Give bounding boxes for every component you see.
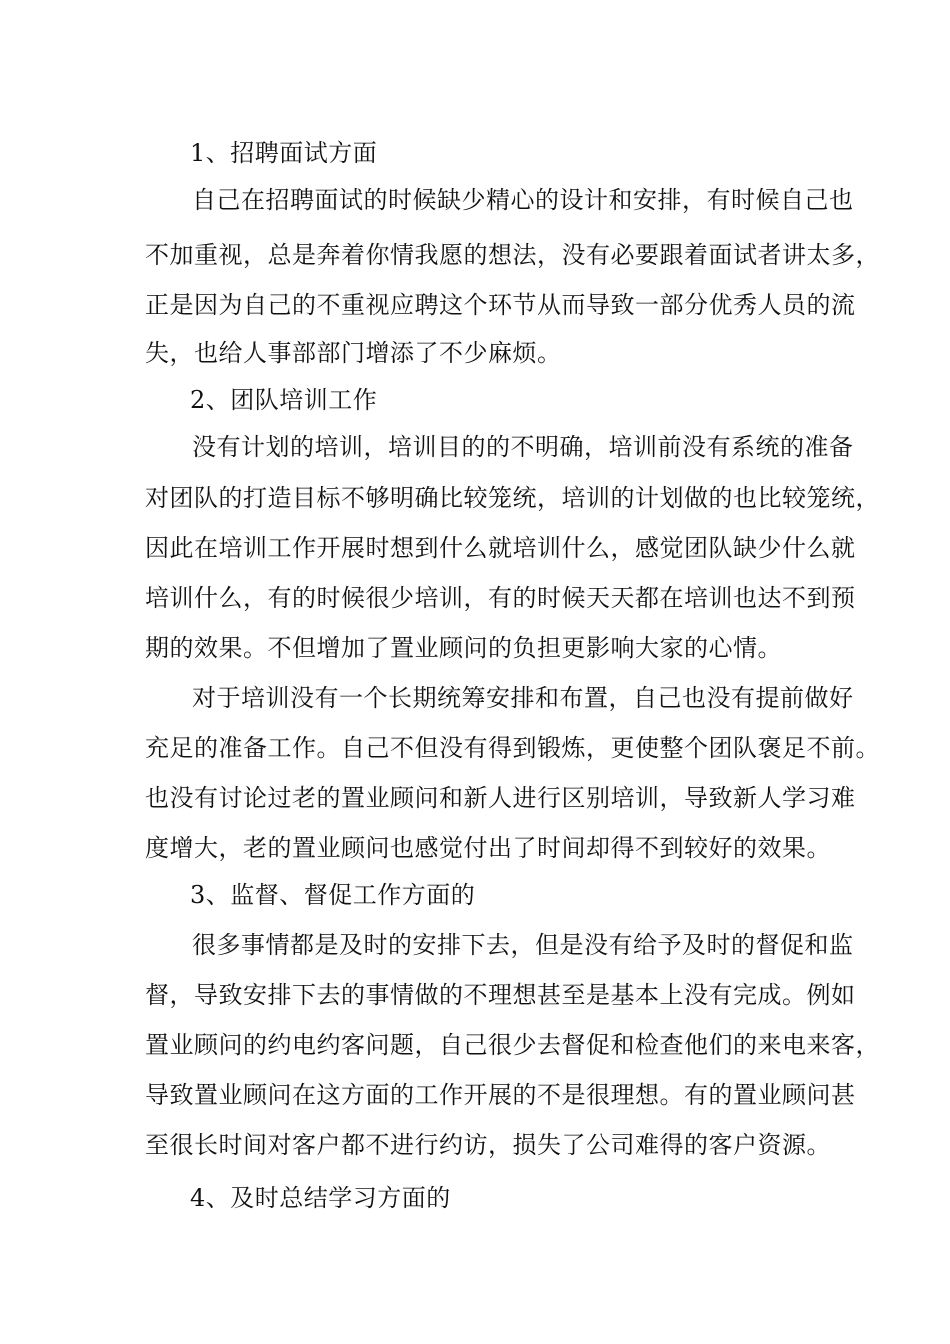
section-heading: 4、及时总结学习方面的 xyxy=(190,1184,451,1212)
paragraph-line: 期的效果。不但增加了置业顾问的负担更影响大家的心情。 xyxy=(145,634,782,662)
paragraph-line: 度增大，老的置业顾问也感觉付出了时间却得不到较好的效果。 xyxy=(145,834,831,862)
paragraph-line: 自己在招聘面试的时候缺少精心的设计和安排，有时候自己也 xyxy=(192,186,854,214)
paragraph-line: 因此在培训工作开展时想到什么就培训什么，感觉团队缺少什么就 xyxy=(145,534,856,562)
paragraph-line: 至很长时间对客户都不进行约访，损失了公司难得的客户资源。 xyxy=(145,1131,831,1159)
paragraph-line: 培训什么，有的时候很少培训，有的时候天天都在培训也达不到预 xyxy=(145,584,856,612)
section-heading: 1、招聘面试方面 xyxy=(190,139,378,167)
paragraph-line: 失，也给人事部部门增添了不少麻烦。 xyxy=(145,339,562,367)
section-heading: 2、团队培训工作 xyxy=(190,386,378,414)
section-heading: 3、监督、督促工作方面的 xyxy=(190,881,476,909)
paragraph-line: 正是因为自己的不重视应聘这个环节从而导致一部分优秀人员的流 xyxy=(145,291,856,319)
paragraph-line: 充足的准备工作。自己不但没有得到锻炼，更使整个团队褒足不前。 xyxy=(145,734,880,762)
paragraph-line: 置业顾问的约电约客问题，自己很少去督促和检查他们的来电来客， xyxy=(145,1031,880,1059)
paragraph-line: 导致置业顾问在这方面的工作开展的不是很理想。有的置业顾问甚 xyxy=(145,1081,856,1109)
paragraph-line: 不加重视，总是奔着你情我愿的想法，没有必要跟着面试者讲太多， xyxy=(145,241,880,269)
paragraph-line: 没有计划的培训，培训目的的不明确，培训前没有系统的准备 xyxy=(192,433,854,461)
paragraph-line: 很多事情都是及时的安排下去，但是没有给予及时的督促和监 xyxy=(192,931,854,959)
paragraph-line: 对于培训没有一个长期统筹安排和布置，自己也没有提前做好 xyxy=(192,684,854,712)
paragraph-line: 也没有讨论过老的置业顾问和新人进行区别培训，导致新人学习难 xyxy=(145,784,856,812)
paragraph-line: 对团队的打造目标不够明确比较笼统，培训的计划做的也比较笼统， xyxy=(145,484,880,512)
paragraph-line: 督，导致安排下去的事情做的不理想甚至是基本上没有完成。例如 xyxy=(145,981,856,1009)
